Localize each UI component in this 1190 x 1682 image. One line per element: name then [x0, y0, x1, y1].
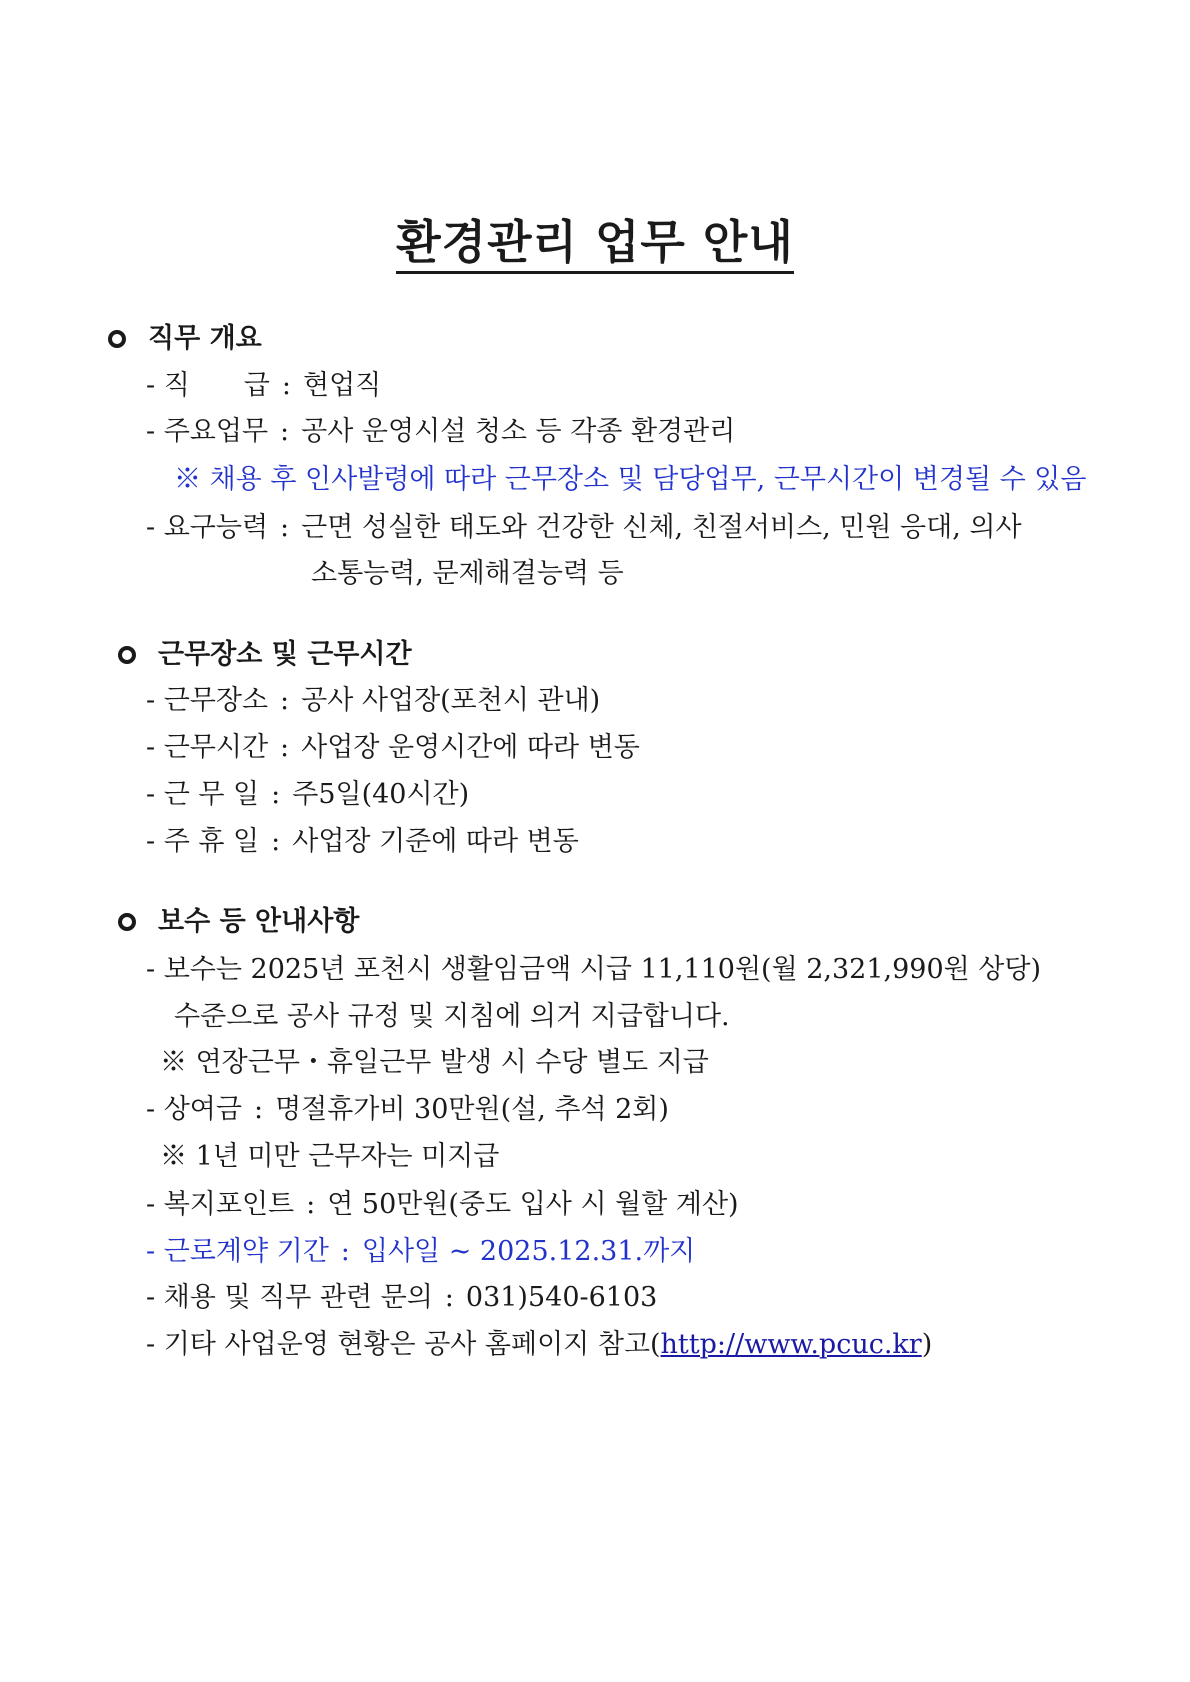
pay-row: - 보수는 2025년 포천시 생활임금액 시급 11,110원(월 2,321,990원 상당)	[146, 954, 1042, 985]
weekly-holiday-row: - 주 휴 일 : 사업장 기준에 따라 변동	[146, 826, 579, 857]
page-title-text: 환경관리 업무 안내	[396, 215, 794, 274]
pay-continuation: 수준으로 공사 규정 및 지침에 의거 지급합니다.	[174, 1001, 730, 1032]
section-heading-job-overview: 직무 개요	[108, 322, 262, 356]
circle-bullet-icon	[118, 913, 136, 931]
section-heading-pay-info: 보수 등 안내사항	[118, 905, 359, 939]
main-duty-row: - 주요업무 : 공사 운영시설 청소 등 각종 환경관리	[146, 416, 736, 447]
work-hours-row: - 근무시간 : 사업장 운영시간에 따라 변동	[146, 732, 640, 763]
bonus-exclusion-note: ※ 1년 미만 근무자는 미지급	[160, 1141, 500, 1172]
contract-period-row: - 근로계약 기간 : 입사일 ~ 2025.12.31.까지	[146, 1236, 696, 1267]
homepage-link[interactable]: http://www.pcuc.kr	[660, 1329, 922, 1360]
duty-change-note: ※ 채용 후 인사발령에 따라 근무장소 및 담당업무, 근무시간이 변경될 수 있음	[174, 464, 1087, 495]
bonus-row: - 상여금 : 명절휴가비 30만원(설, 추석 2회)	[146, 1094, 669, 1125]
homepage-reference-row: - 기타 사업운영 현황은 공사 홈페이지 참고(http://www.pcuc.kr)	[146, 1329, 933, 1360]
work-days-row: - 근 무 일 : 주5일(40시간)	[146, 779, 470, 810]
inquiry-contact-row: - 채용 및 직무 관련 문의 : 031)540-6103	[146, 1282, 658, 1313]
section-heading-work-place-hours: 근무장소 및 근무시간	[118, 638, 412, 672]
welfare-points-row: - 복지포인트 : 연 50만원(중도 입사 시 월할 계산)	[146, 1189, 739, 1220]
circle-bullet-icon	[108, 330, 126, 348]
required-skills-continuation: 소통능력, 문제해결능력 등	[311, 558, 624, 589]
job-grade-row: - 직 급 : 현업직	[146, 370, 382, 401]
overtime-allowance-note: ※ 연장근무・휴일근무 발생 시 수당 별도 지급	[160, 1047, 709, 1078]
circle-bullet-icon	[118, 646, 136, 664]
required-skills-row: - 요구능력 : 근면 성실한 태도와 건강한 신체, 친절서비스, 민원 응대, 의사	[146, 512, 1022, 543]
work-place-row: - 근무장소 : 공사 사업장(포천시 관내)	[146, 685, 601, 716]
page-title	[0, 214, 1190, 270]
